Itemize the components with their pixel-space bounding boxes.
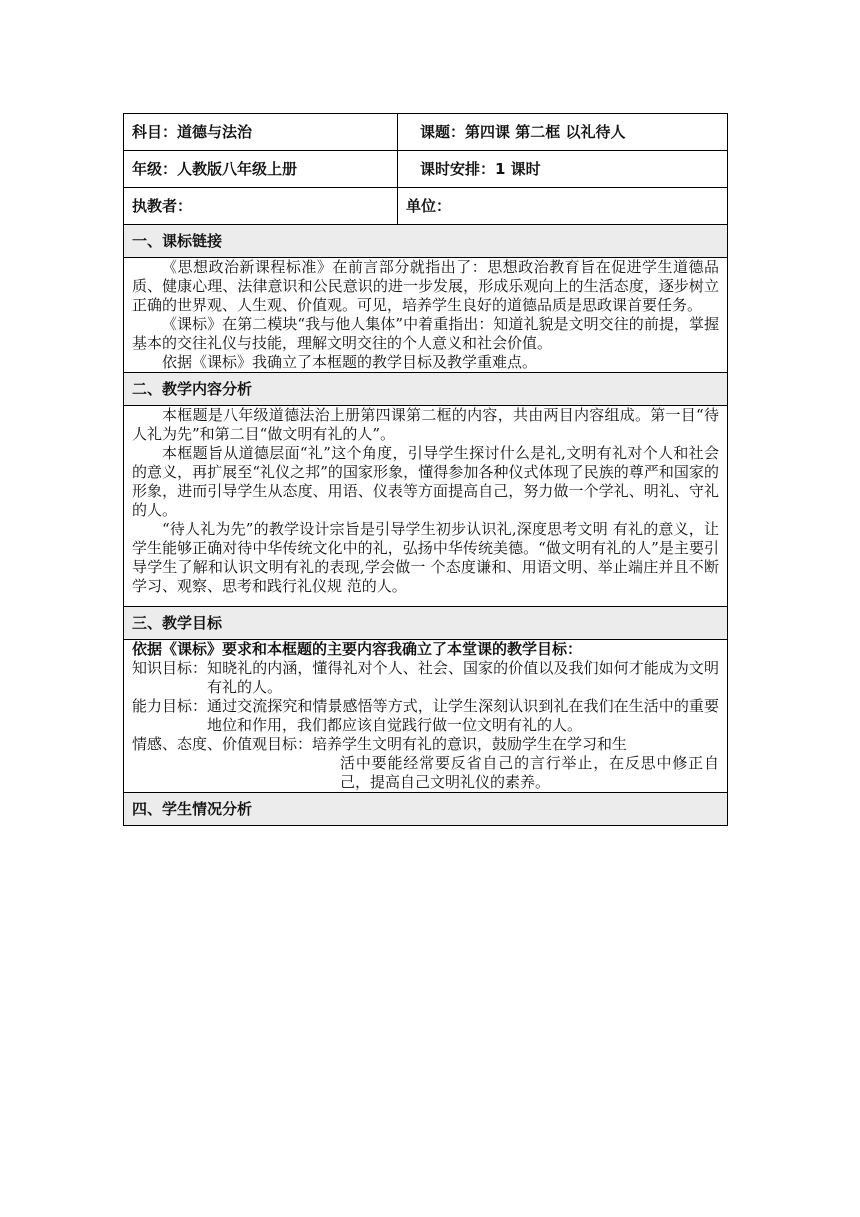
lesson-plan-table [123,113,728,826]
paragraph: “待人礼为先”的教学设计宗旨是引导学生初步认识礼,深度思考文明 有礼的意义，让学生能够正确对待中华传统文化中的礼，弘扬中华传统美德。“做文明有礼的人”是主要引导学生了解和认识文明有礼的表现,学会做一 个态度谦和、用语文明、举止端庄并且不断学习、观察、思考和践行礼仪规 范的人。 [132,520,719,595]
topic-cell: 课题：第四课 第二框 以礼待人 [398,114,728,151]
ability-objective [132,697,719,735]
section-body-objectives [124,640,728,793]
section-body-standards [124,258,728,373]
header-row-grade [124,151,728,188]
paragraph: 本框题是八年级道德法治上册第四课第二框的内容，共由两目内容组成。第一目“待人礼为先”和第二目“做文明有礼的人”。 [132,406,719,443]
teacher-cell: 执教者： [124,188,398,225]
header-row-subject [124,114,728,151]
section-header-content-analysis [124,373,728,406]
section-content [124,640,728,793]
paragraph: 《课标》在第二模块“我与他人集体”中着重指出：知道礼貌是文明交往的前提，掌握基本的交往礼仪与技能，理解文明交往的个人意义和社会价值。 [132,315,719,352]
objective-label: 能力目标： [132,697,208,715]
grade-cell: 年级：人教版八年级上册 [124,151,398,188]
section-content [124,258,728,373]
objective-label: 知识目标： [132,659,208,677]
subject-cell: 科目：道德与法治 [124,114,398,151]
section-title: 二、教学内容分析 [124,373,728,406]
objective-label: 情感、态度、价值观目标： [132,735,313,753]
objectives-lead: 依据《课标》要求和本框题的主要内容我确立了本堂课的教学目标： [132,640,583,658]
header-row-teacher [124,188,728,225]
objective-text: 培养学生文明有礼的意识，鼓励学生在学习和生 [312,735,628,753]
section-title: 一、课标链接 [124,225,728,258]
section-header-student-analysis [124,793,728,826]
hours-cell: 课时安排：1 课时 [398,151,728,188]
objective-text: 通过交流探究和情景感悟等方式，让学生深刻认识到礼在我们在生活中的重要地位和作用，我们都应该自觉践行做一位文明有礼的人。 [207,697,719,734]
objective-text-continued: 活中要能经常要反省自己的言行举止，在反思中修正自己，提高自己文明礼仪的素养。 [340,754,719,791]
section-title: 三、教学目标 [124,607,728,640]
section-body-content-analysis [124,406,728,607]
section-header-standards [124,225,728,258]
knowledge-objective [132,659,719,697]
unit-cell: 单位： [398,188,728,225]
paragraph: 依据《课标》我确立了本框题的教学目标及教学重难点。 [162,353,538,371]
paragraph: 《思想政治新课程标准》在前言部分就指出了：思想政治教育旨在促进学生道德品质、健康心理、法律意识和公民意识的进一步发展，形成乐观向上的生活态度，逐步树立正确的世界观、人生观、价值观。可见，培养学生良好的道德品质是思政课首要任务。 [132,258,719,314]
section-header-objectives [124,607,728,640]
objective-text: 知晓礼的内涵，懂得礼对个人、社会、国家的价值以及我们如何才能成为文明有礼的人。 [207,659,719,696]
section-title: 四、学生情况分析 [124,793,728,826]
paragraph: 本框题旨从道德层面“礼”这个角度，引导学生探讨什么是礼,文明有礼对个人和社会的意义，再扩展至“礼仪之邦”的国家形象，懂得参加各种仪式体现了民族的尊严和国家的形象，进而引导学生从态度、用语、仪表等方面提高自己，努力做一个学礼、明礼、守礼的人。 [132,444,719,519]
section-content [124,406,728,607]
emotion-objective [132,735,719,792]
